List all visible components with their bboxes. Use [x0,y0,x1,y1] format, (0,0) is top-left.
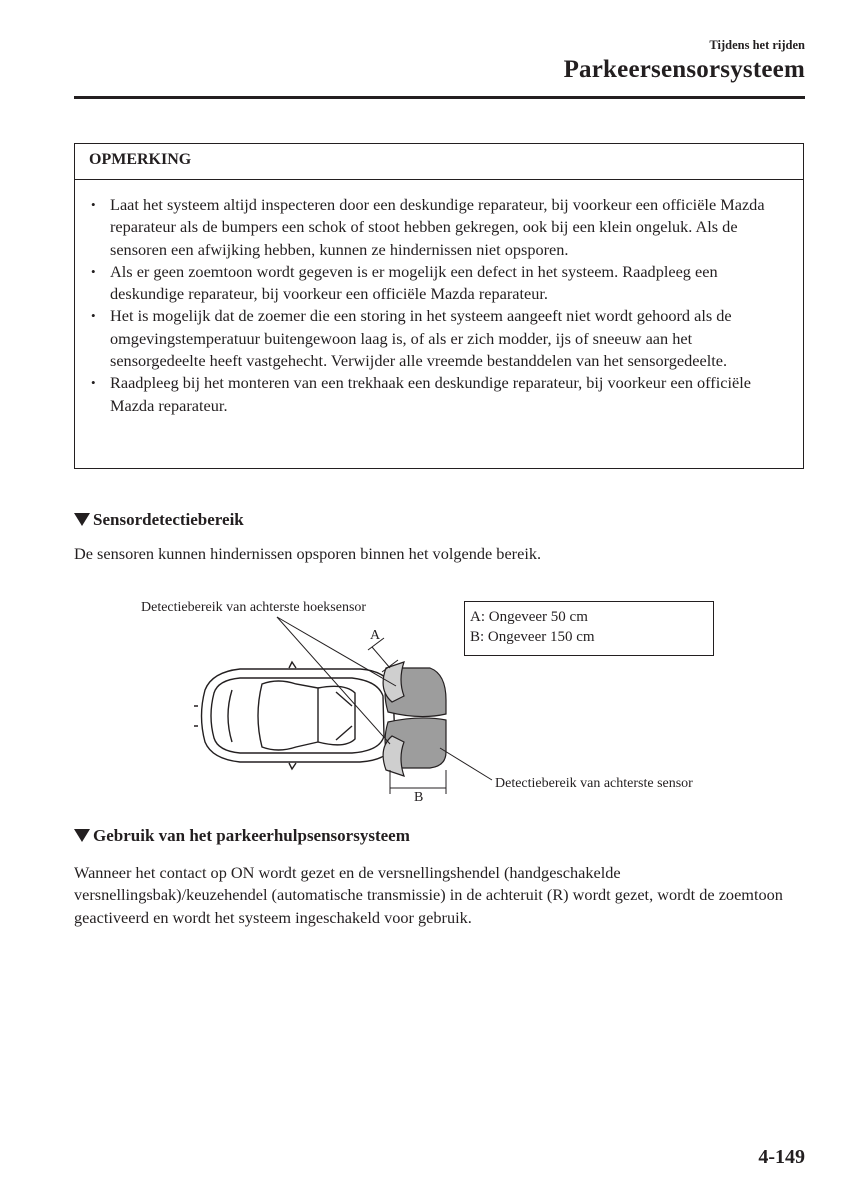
section-body-usage: Wanneer het contact op ON wordt gezet en de versnellingshendel (handgeschakelde versnellingsbak)/keuzehendel (automatische transmissie) in de achteruit (R) wordt gezet, wordt de zoemtoon geactiveerd en wordt het systeem ingeschakeld voor gebruik. [74,863,783,927]
note-item: • Het is mogelijk dat de zoemer die een storing in het systeem aangeeft niet wordt gehoord als de omgevingstemperatuur buitengewoon laag is, of als er zich modder, ijs of sneeuw aan het sensorgedeelte heeft vastgehecht. Verwijder alle vreemde bestanddelen van het sensorgedeelte. [89,305,789,372]
marker-a: A [370,628,381,643]
section-heading-text: Sensordetectiebereik [93,510,244,529]
section-heading-text: Gebruik van het parkeerhulpsensorsysteem [93,826,410,845]
header-section-label: Tijdens het rijden [709,38,805,52]
section-heading-usage [74,826,410,846]
page-title: Parkeersensorsysteem [563,56,805,83]
legend-a: A: Ongeveer 50 cm [470,609,588,625]
diagram-legend-box [464,601,714,656]
note-heading: OPMERKING [75,144,803,180]
legend-b: B: Ongeveer 150 cm [470,629,595,645]
note-item: • Als er geen zoemtoon wordt gegeven is er mogelijk een defect in het systeem. Raadpleeg een deskundige reparateur, bij voorkeur een officiële Mazda reparateur. [89,261,789,306]
note-item: • Laat het systeem altijd inspecteren door een deskundige reparateur, bij voorkeur een officiële Mazda reparateur als de bumpers een schok of stoot hebben gekregen, ook bij een klein ongeluk. Als de sensoren een afwijking hebben, kunnen ze hindernissen niet opsporen. [89,194,789,261]
section-body-detection-range: De sensoren kunnen hindernissen opsporen binnen het volgende bereik. [74,544,542,563]
triangle-bullet-icon [74,829,90,842]
label-corner-sensor-range: Detectiebereik van achterste hoeksensor [141,600,367,615]
detection-area-shapes [383,662,446,776]
note-item: • Raadpleeg bij het monteren van een trekhaak een deskundige reparateur, bij voorkeur een officiële Mazda reparateur. [89,372,789,417]
label-rear-sensor-range: Detectiebereik van achterste sensor [495,776,693,791]
page-number: 4-149 [758,1146,805,1168]
marker-b: B [414,790,424,805]
